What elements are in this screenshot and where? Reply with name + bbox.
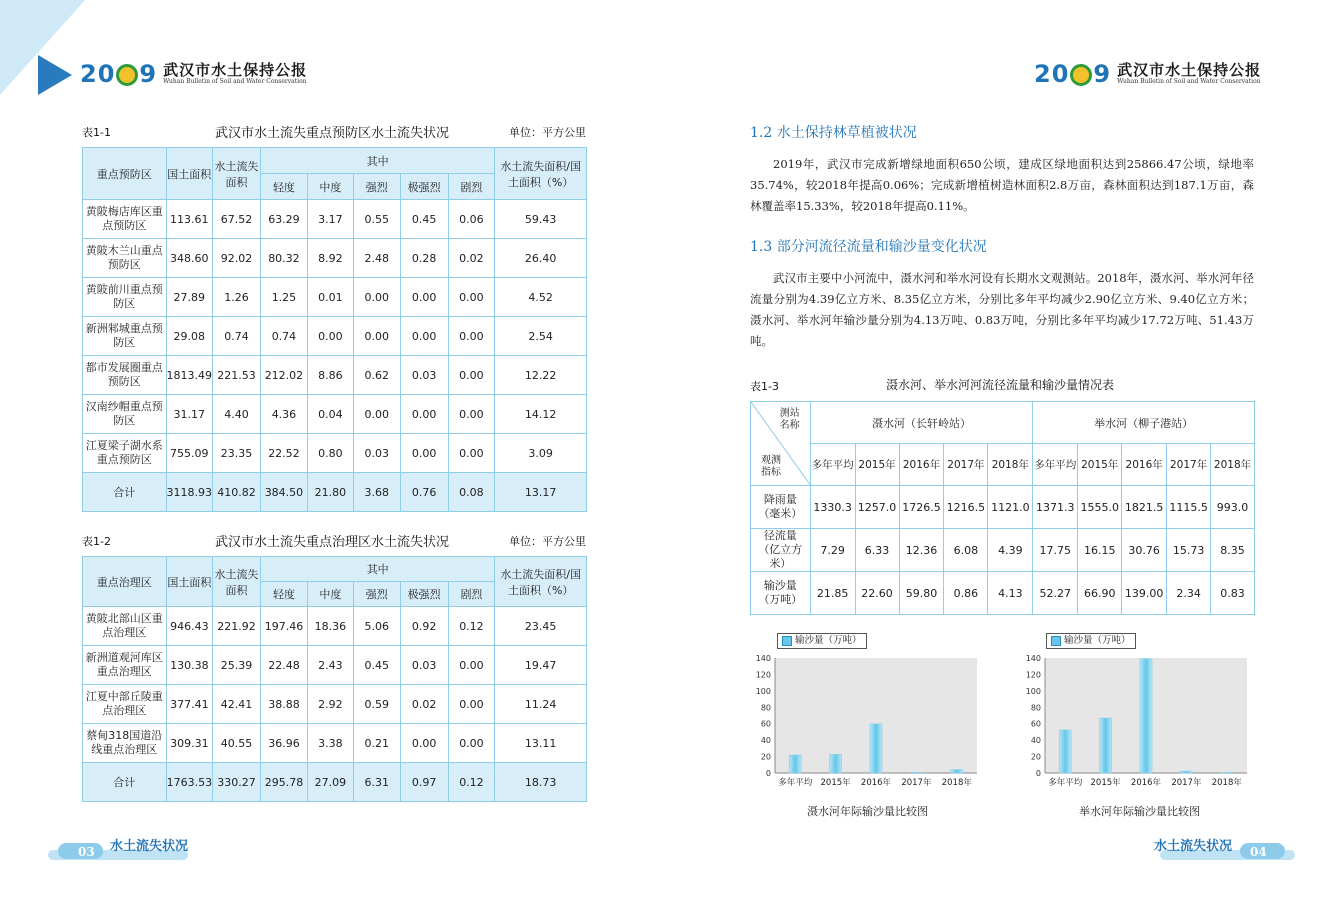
header-area: 国土面积 xyxy=(166,148,213,200)
value-cell: 2.34 xyxy=(1167,572,1211,615)
value-cell: 40.55 xyxy=(213,724,261,763)
logo-title-cn: 武汉市水土保持公报 xyxy=(1117,61,1262,79)
value-cell: 13.11 xyxy=(495,724,587,763)
value-cell: 0.80 xyxy=(307,434,353,473)
value-cell: 4.40 xyxy=(213,395,261,434)
header-among: 其中 xyxy=(261,557,495,582)
value-cell: 0.00 xyxy=(448,278,495,317)
chart1-legend xyxy=(777,633,867,649)
header-ratio: 水土流失面积/国土面积（%） xyxy=(495,557,587,607)
logo-year: 20 9 xyxy=(80,60,158,88)
value-cell: 52.27 xyxy=(1033,572,1078,615)
legend-swatch xyxy=(782,636,792,646)
bar xyxy=(951,770,963,773)
value-cell: 38.88 xyxy=(261,685,308,724)
value-cell: 23.45 xyxy=(495,607,587,646)
year-header: 2018年 xyxy=(1211,444,1255,486)
total-value-cell: 3118.93 xyxy=(166,473,213,512)
total-value-cell: 3.68 xyxy=(353,473,400,512)
total-label-cell: 合计 xyxy=(83,763,167,802)
y-tick-label: 60 xyxy=(760,719,771,729)
value-cell: 0.00 xyxy=(353,278,400,317)
y-tick-label: 140 xyxy=(1025,654,1041,663)
y-tick-label: 0 xyxy=(765,769,771,778)
section-1-2-text: 2019年，武汉市完成新增绿地面积650公顷，建成区绿地面积达到25866.47公顷，绿地率35.74%，较2018年提高0.06%；完成新增植树造林面积2.8万亩，森林面积达到187.1万亩，森林覆盖率15.33%，较2018年提高0.11%。 xyxy=(750,157,1254,213)
value-cell: 0.00 xyxy=(448,646,495,685)
zone-name-cell: 汉南纱帽重点预防区 xyxy=(83,395,167,434)
value-cell: 0.55 xyxy=(353,200,400,239)
value-cell: 0.00 xyxy=(353,317,400,356)
logo-title-cn: 武汉市水土保持公报 xyxy=(163,61,308,79)
logo-title-en: Wuhan Bulletin of Soil and Water Conservation xyxy=(1117,78,1261,85)
total-value-cell: 21.80 xyxy=(307,473,353,512)
value-cell: 0.74 xyxy=(213,317,261,356)
y-tick-label: 100 xyxy=(1025,686,1041,696)
year-header: 2018年 xyxy=(988,444,1033,486)
value-cell: 1726.5 xyxy=(899,486,944,529)
header-loss: 水土流失面积 xyxy=(213,148,261,200)
value-cell: 377.41 xyxy=(166,685,213,724)
year-header: 2017年 xyxy=(1167,444,1211,486)
value-cell: 0.04 xyxy=(307,395,353,434)
value-cell: 139.00 xyxy=(1122,572,1167,615)
table-row xyxy=(751,572,1255,615)
value-cell: 23.35 xyxy=(213,434,261,473)
bar xyxy=(1180,771,1192,773)
x-tick-label: 2017年 xyxy=(901,778,932,788)
x-tick-label: 多年平均 xyxy=(1048,778,1083,788)
header-level: 强烈 xyxy=(353,582,400,607)
indicator-cell: 径流量（亿立方米） xyxy=(751,529,811,572)
indicator-cell: 降雨量（毫米） xyxy=(751,486,811,529)
value-cell: 0.00 xyxy=(353,395,400,434)
value-cell: 67.52 xyxy=(213,200,261,239)
zone-name-cell: 黄陂前川重点预防区 xyxy=(83,278,167,317)
bar xyxy=(910,772,922,773)
table-row xyxy=(83,724,587,763)
corner-cell xyxy=(751,402,811,486)
value-cell: 309.31 xyxy=(166,724,213,763)
value-cell: 42.41 xyxy=(213,685,261,724)
value-cell: 15.73 xyxy=(1167,529,1211,572)
x-tick-label: 2016年 xyxy=(860,778,892,788)
value-cell: 4.39 xyxy=(988,529,1033,572)
table2-title: 武汉市水土流失重点治理区水土流失状况 xyxy=(215,535,450,550)
table-row xyxy=(83,685,587,724)
value-cell: 12.36 xyxy=(899,529,944,572)
value-cell: 0.01 xyxy=(307,278,353,317)
value-cell: 12.22 xyxy=(495,356,587,395)
value-cell: 0.00 xyxy=(448,685,495,724)
value-cell: 6.08 xyxy=(944,529,988,572)
header-logo-left xyxy=(80,60,307,88)
play-arrow-icon xyxy=(38,55,72,95)
value-cell: 0.62 xyxy=(353,356,400,395)
y-tick-label: 100 xyxy=(755,686,771,696)
value-cell: 348.60 xyxy=(166,239,213,278)
table3-caption: 表1-3 xyxy=(750,380,779,393)
logo-emblem-icon xyxy=(116,64,138,86)
value-cell: 22.60 xyxy=(855,572,899,615)
value-cell: 2.48 xyxy=(353,239,400,278)
value-cell: 92.02 xyxy=(213,239,261,278)
value-cell: 4.52 xyxy=(495,278,587,317)
value-cell: 66.90 xyxy=(1078,572,1122,615)
value-cell: 2.43 xyxy=(307,646,353,685)
zone-name-cell: 黄陂木兰山重点预防区 xyxy=(83,239,167,278)
value-cell: 221.53 xyxy=(213,356,261,395)
chart2-legend xyxy=(1046,633,1136,649)
value-cell: 8.92 xyxy=(307,239,353,278)
value-cell: 221.92 xyxy=(213,607,261,646)
zone-name-cell: 蔡甸318国道沿线重点治理区 xyxy=(83,724,167,763)
value-cell: 11.24 xyxy=(495,685,587,724)
value-cell: 1115.5 xyxy=(1167,486,1211,529)
footer-label-left: 水土流失状况 xyxy=(110,839,189,854)
value-cell: 0.74 xyxy=(260,317,307,356)
value-cell: 22.48 xyxy=(261,646,308,685)
x-tick-label: 多年平均 xyxy=(778,778,813,788)
value-cell: 1821.5 xyxy=(1122,486,1167,529)
value-cell: 0.00 xyxy=(448,317,495,356)
chart1-legend-label: 输沙量（万吨） xyxy=(795,635,862,646)
zone-name-cell: 黄陂梅店库区重点预防区 xyxy=(83,200,167,239)
table-row xyxy=(83,646,587,685)
year-header: 多年平均 xyxy=(810,444,855,486)
year-header: 2015年 xyxy=(1078,444,1122,486)
legend-swatch xyxy=(1051,636,1061,646)
value-cell: 1330.3 xyxy=(810,486,855,529)
header-level: 轻度 xyxy=(260,174,307,200)
header-loss: 水土流失面积 xyxy=(213,557,261,607)
year-header: 2016年 xyxy=(899,444,944,486)
value-cell: 0.00 xyxy=(448,724,495,763)
bar xyxy=(870,724,882,773)
x-tick-label: 2015年 xyxy=(820,778,851,788)
value-cell: 19.47 xyxy=(495,646,587,685)
total-value-cell: 6.31 xyxy=(353,763,400,802)
value-cell: 2.92 xyxy=(307,685,353,724)
value-cell: 0.00 xyxy=(400,317,448,356)
corner-top-label: 测站名称 xyxy=(779,408,800,431)
table-row xyxy=(83,317,587,356)
value-cell: 0.00 xyxy=(400,278,448,317)
total-value-cell: 295.78 xyxy=(261,763,308,802)
table3 xyxy=(750,401,1255,615)
y-tick-label: 140 xyxy=(755,654,771,663)
footer-label-right: 水土流失状况 xyxy=(1154,839,1233,854)
header-zone: 重点治理区 xyxy=(83,557,167,607)
value-cell: 0.02 xyxy=(400,685,448,724)
y-tick-label: 80 xyxy=(1030,703,1041,713)
section-1-2-heading: 1.2 水土保持林草植被状况 xyxy=(750,125,917,141)
value-cell: 5.06 xyxy=(353,607,400,646)
table1-unit: 单位：平方公里 xyxy=(509,126,586,139)
total-value-cell: 384.50 xyxy=(260,473,307,512)
value-cell: 0.83 xyxy=(1211,572,1255,615)
total-value-cell: 330.27 xyxy=(213,763,261,802)
value-cell: 0.00 xyxy=(448,395,495,434)
bar xyxy=(1140,659,1152,773)
header-level: 强烈 xyxy=(353,174,400,200)
header-ratio: 水土流失面积/国土面积（%） xyxy=(495,148,587,200)
value-cell: 3.09 xyxy=(495,434,587,473)
bar xyxy=(789,755,801,773)
y-tick-label: 0 xyxy=(1035,769,1041,778)
table1-title: 武汉市水土流失重点预防区水土流失状况 xyxy=(215,126,450,141)
y-tick-label: 20 xyxy=(760,752,771,762)
value-cell: 18.36 xyxy=(307,607,353,646)
value-cell: 26.40 xyxy=(495,239,587,278)
value-cell: 212.02 xyxy=(260,356,307,395)
header-level: 极强烈 xyxy=(400,174,448,200)
bar xyxy=(830,754,842,773)
value-cell: 1555.0 xyxy=(1078,486,1122,529)
logo-emblem-icon xyxy=(1070,64,1092,86)
value-cell: 1813.49 xyxy=(166,356,213,395)
value-cell: 22.52 xyxy=(260,434,307,473)
y-tick-label: 60 xyxy=(1030,719,1041,729)
total-value-cell: 0.08 xyxy=(448,473,495,512)
value-cell: 1216.5 xyxy=(944,486,988,529)
value-cell: 0.92 xyxy=(400,607,448,646)
corner-bottom-label: 观测指标 xyxy=(761,455,781,478)
x-tick-label: 2015年 xyxy=(1090,778,1121,788)
x-tick-label: 2016年 xyxy=(1130,778,1162,788)
total-value-cell: 18.73 xyxy=(495,763,587,802)
total-row xyxy=(83,763,587,802)
zone-name-cell: 都市发展圈重点预防区 xyxy=(83,356,167,395)
table-row xyxy=(83,278,587,317)
zone-name-cell: 江夏中部丘陵重点治理区 xyxy=(83,685,167,724)
value-cell: 1121.0 xyxy=(988,486,1033,529)
y-tick-label: 20 xyxy=(1030,752,1041,762)
year-header: 多年平均 xyxy=(1033,444,1078,486)
value-cell: 31.17 xyxy=(166,395,213,434)
value-cell: 25.39 xyxy=(213,646,261,685)
y-tick-label: 120 xyxy=(755,670,771,680)
value-cell: 1371.3 xyxy=(1033,486,1078,529)
table-row xyxy=(83,607,587,646)
bar xyxy=(1100,718,1112,773)
table-row xyxy=(83,200,587,239)
value-cell: 4.36 xyxy=(260,395,307,434)
value-cell: 0.03 xyxy=(400,356,448,395)
table2-unit: 单位：平方公里 xyxy=(509,535,586,548)
table-row xyxy=(83,239,587,278)
y-tick-label: 120 xyxy=(1025,670,1041,680)
value-cell: 0.00 xyxy=(400,724,448,763)
value-cell: 0.06 xyxy=(448,200,495,239)
value-cell: 1.25 xyxy=(260,278,307,317)
value-cell: 0.59 xyxy=(353,685,400,724)
value-cell: 4.13 xyxy=(988,572,1033,615)
y-tick-label: 40 xyxy=(760,736,771,746)
chart1-title: 滠水河年际输沙量比较图 xyxy=(807,805,928,818)
total-label-cell: 合计 xyxy=(83,473,167,512)
value-cell: 0.21 xyxy=(353,724,400,763)
section-1-3-text: 武汉市主要中小河流中，滠水河和举水河设有长期水文观测站。2018年，滠水河、举水河年径流量分别为4.39亿立方米、8.35亿立方米，分别比多年平均减少2.90亿立方米、9.40亿立方米；滠水河、举水河年输沙量分别为4.13万吨、0.83万吨，分别比多年平均减少17.72万吨、51.43万吨。 xyxy=(750,271,1254,348)
value-cell: 0.03 xyxy=(353,434,400,473)
value-cell: 0.12 xyxy=(448,607,495,646)
table2 xyxy=(82,556,587,802)
x-tick-label: 2018年 xyxy=(941,778,972,788)
header-level: 剧烈 xyxy=(448,174,495,200)
total-row xyxy=(83,473,587,512)
value-cell: 59.80 xyxy=(899,572,944,615)
y-tick-label: 40 xyxy=(1030,736,1041,746)
zone-name-cell: 新洲邾城重点预防区 xyxy=(83,317,167,356)
value-cell: 16.15 xyxy=(1078,529,1122,572)
value-cell: 21.85 xyxy=(810,572,855,615)
value-cell: 30.76 xyxy=(1122,529,1167,572)
x-tick-label: 2017年 xyxy=(1171,778,1202,788)
value-cell: 8.86 xyxy=(307,356,353,395)
value-cell: 27.89 xyxy=(166,278,213,317)
table3-title: 滠水河、举水河河流径流量和输沙量情况表 xyxy=(886,378,1115,392)
table1 xyxy=(82,147,587,512)
value-cell: 0.00 xyxy=(400,395,448,434)
page-number-right: 04 xyxy=(1250,845,1267,859)
header-level: 极强烈 xyxy=(400,582,448,607)
total-value-cell: 13.17 xyxy=(495,473,587,512)
value-cell: 59.43 xyxy=(495,200,587,239)
value-cell: 1.26 xyxy=(213,278,261,317)
value-cell: 0.45 xyxy=(400,200,448,239)
header-zone: 重点预防区 xyxy=(83,148,167,200)
total-value-cell: 0.76 xyxy=(400,473,448,512)
header-area: 国土面积 xyxy=(166,557,213,607)
chart1-svg xyxy=(750,650,985,790)
chart2-legend-label: 输沙量（万吨） xyxy=(1064,635,1131,646)
station-header: 举水河（柳子港站） xyxy=(1033,402,1255,444)
x-tick-label: 2018年 xyxy=(1211,778,1242,788)
page-number-left: 03 xyxy=(78,845,95,859)
value-cell: 14.12 xyxy=(495,395,587,434)
section-1-3-heading: 1.3 部分河流径流量和输沙量变化状况 xyxy=(750,239,987,255)
chart2-title: 举水河年际输沙量比较图 xyxy=(1079,805,1200,818)
table-row xyxy=(83,356,587,395)
value-cell: 36.96 xyxy=(261,724,308,763)
value-cell: 0.03 xyxy=(400,646,448,685)
total-value-cell: 0.12 xyxy=(448,763,495,802)
value-cell: 2.54 xyxy=(495,317,587,356)
total-value-cell: 0.97 xyxy=(400,763,448,802)
logo-year: 20 9 xyxy=(1034,60,1112,88)
value-cell: 80.32 xyxy=(260,239,307,278)
header-logo-right xyxy=(1034,60,1261,88)
year-header: 2016年 xyxy=(1122,444,1167,486)
value-cell: 17.75 xyxy=(1033,529,1078,572)
value-cell: 993.0 xyxy=(1211,486,1255,529)
value-cell: 113.61 xyxy=(166,200,213,239)
value-cell: 946.43 xyxy=(166,607,213,646)
year-header: 2017年 xyxy=(944,444,988,486)
y-tick-label: 80 xyxy=(760,703,771,713)
value-cell: 130.38 xyxy=(166,646,213,685)
indicator-cell: 输沙量（万吨） xyxy=(751,572,811,615)
total-value-cell: 410.82 xyxy=(213,473,261,512)
header-level: 中度 xyxy=(307,582,353,607)
header-level: 轻度 xyxy=(261,582,308,607)
total-value-cell: 27.09 xyxy=(307,763,353,802)
value-cell: 197.46 xyxy=(261,607,308,646)
value-cell: 755.09 xyxy=(166,434,213,473)
value-cell: 8.35 xyxy=(1211,529,1255,572)
chart2-svg xyxy=(1020,650,1255,790)
value-cell: 63.29 xyxy=(260,200,307,239)
value-cell: 0.02 xyxy=(448,239,495,278)
value-cell: 0.00 xyxy=(307,317,353,356)
year-header: 2015年 xyxy=(855,444,899,486)
station-header: 滠水河（长轩岭站） xyxy=(810,402,1033,444)
value-cell: 1257.0 xyxy=(855,486,899,529)
value-cell: 3.38 xyxy=(307,724,353,763)
value-cell: 0.00 xyxy=(448,434,495,473)
zone-name-cell: 新洲道观河库区重点治理区 xyxy=(83,646,167,685)
value-cell: 0.00 xyxy=(448,356,495,395)
value-cell: 0.45 xyxy=(353,646,400,685)
value-cell: 7.29 xyxy=(810,529,855,572)
header-among: 其中 xyxy=(260,148,494,174)
bar xyxy=(1221,772,1233,773)
header-level: 中度 xyxy=(307,174,353,200)
value-cell: 0.86 xyxy=(944,572,988,615)
zone-name-cell: 江夏梁子湖水系重点预防区 xyxy=(83,434,167,473)
value-cell: 3.17 xyxy=(307,200,353,239)
logo-title-en: Wuhan Bulletin of Soil and Water Conservation xyxy=(163,78,307,85)
table-row xyxy=(83,395,587,434)
value-cell: 29.08 xyxy=(166,317,213,356)
table1-caption: 表1-1 xyxy=(82,126,111,139)
value-cell: 0.00 xyxy=(400,434,448,473)
table-row xyxy=(751,486,1255,529)
header-level: 剧烈 xyxy=(448,582,495,607)
zone-name-cell: 黄陂北部山区重点治理区 xyxy=(83,607,167,646)
table-row xyxy=(83,434,587,473)
total-value-cell: 1763.53 xyxy=(166,763,213,802)
table-row xyxy=(751,529,1255,572)
bar xyxy=(1059,730,1071,773)
value-cell: 6.33 xyxy=(855,529,899,572)
table2-caption: 表1-2 xyxy=(82,535,111,548)
value-cell: 0.28 xyxy=(400,239,448,278)
